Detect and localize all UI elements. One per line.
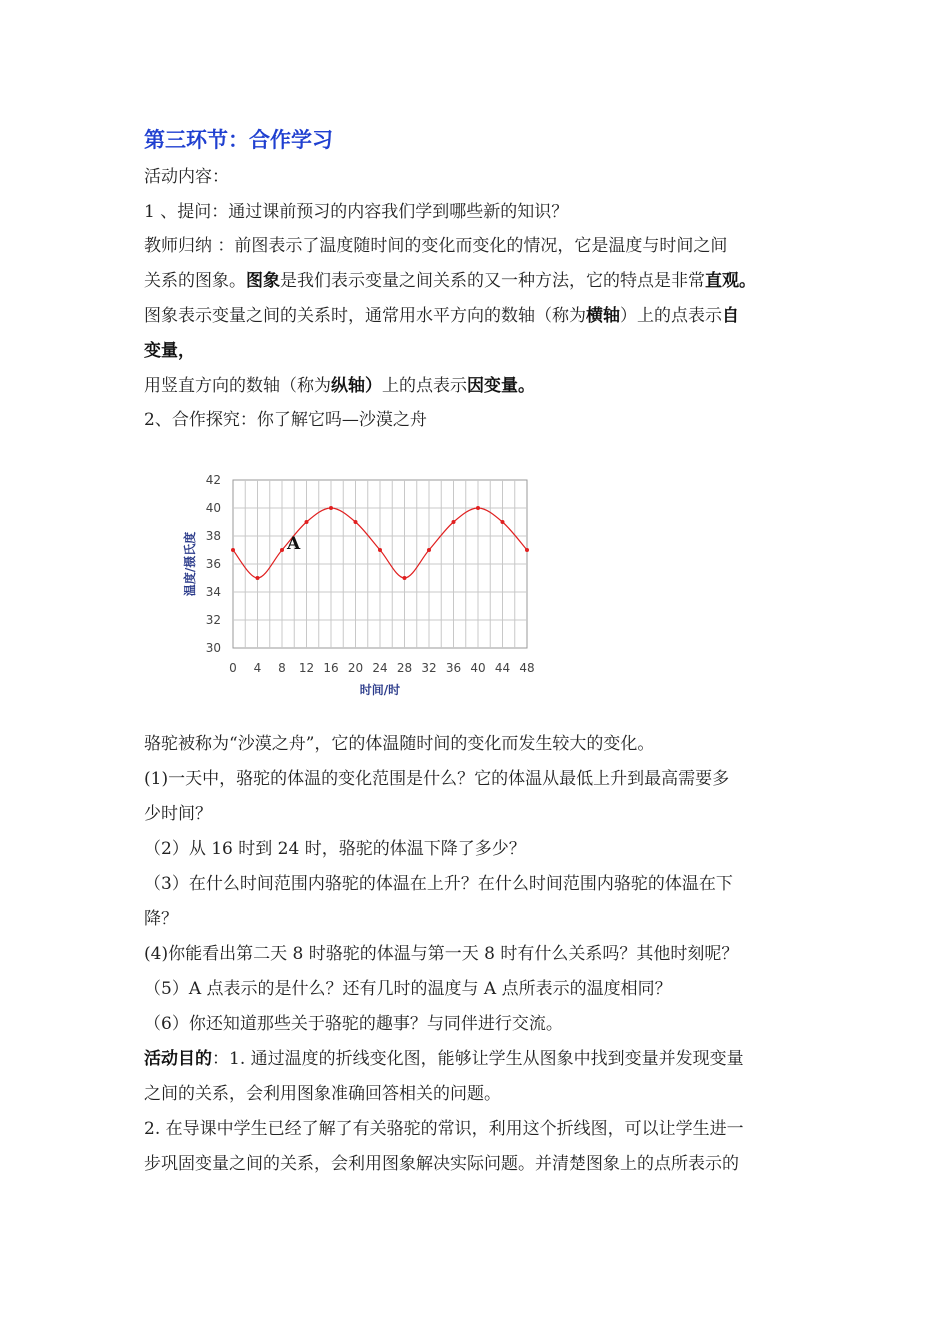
activity-purpose-line-3: 2. 在导课中学生已经了解了有关骆驼的常识，利用这个折线图，可以让学生进一 bbox=[144, 1119, 744, 1139]
y-tick-label: 34 bbox=[205, 585, 221, 599]
question-part-1-line-1: (1)一天中，骆驼的体温的变化范围是什么？它的体温从最低上升到最高需要多 bbox=[144, 769, 730, 789]
summary-bold-term: 纵轴） bbox=[331, 376, 382, 396]
data-point bbox=[476, 506, 480, 510]
x-tick-label: 32 bbox=[421, 661, 437, 675]
summary-text: 关系的图象。 bbox=[144, 271, 246, 291]
teacher-summary-line-2 bbox=[144, 270, 756, 292]
chart-grid bbox=[233, 480, 527, 648]
question-part-4: (4)你能看出第二天 8 时骆驼的体温与第一天 8 时有什么关系吗？其他时刻呢？ bbox=[144, 944, 739, 964]
x-tick-label: 4 bbox=[253, 661, 262, 675]
y-tick-label: 38 bbox=[205, 529, 221, 543]
x-tick-label: 40 bbox=[470, 661, 486, 675]
question-part-6: （6）你还知道那些关于骆驼的趣事？与同伴进行交流。 bbox=[144, 1014, 563, 1034]
x-tick-label: 20 bbox=[347, 661, 364, 675]
data-point bbox=[378, 548, 382, 552]
x-tick-label: 28 bbox=[396, 661, 413, 675]
x-tick-label: 0 bbox=[229, 661, 237, 675]
y-tick-label: 40 bbox=[205, 501, 221, 515]
data-point bbox=[256, 576, 260, 580]
x-tick-label: 8 bbox=[278, 661, 286, 675]
y-tick-label: 30 bbox=[205, 641, 221, 655]
x-tick-label: 16 bbox=[323, 661, 339, 675]
section-title: 第三环节：合作学习 bbox=[144, 128, 333, 152]
activity-purpose-line-2: 之间的关系，会利用图象准确回答相关的问题。 bbox=[144, 1084, 501, 1104]
activity-purpose-line-1 bbox=[144, 1048, 744, 1070]
y-tick-label: 42 bbox=[205, 473, 221, 487]
x-tick-label: 44 bbox=[494, 661, 511, 675]
x-tick-label: 36 bbox=[445, 661, 462, 675]
summary-bold-term: 图象 bbox=[246, 271, 280, 291]
data-point bbox=[329, 506, 333, 510]
summary-bold-term: 横轴 bbox=[586, 306, 620, 326]
question-part-5: （5）A 点表示的是什么？还有几时的温度与 A 点所表示的温度相同？ bbox=[144, 979, 672, 999]
x-tick-label: 12 bbox=[298, 661, 315, 675]
temperature-line-chart bbox=[170, 466, 550, 706]
data-point bbox=[525, 548, 529, 552]
teacher-summary-line-4 bbox=[144, 340, 195, 362]
y-tick-label: 32 bbox=[205, 613, 221, 627]
summary-bold-term: 直观。 bbox=[705, 271, 756, 291]
x-tick-label: 48 bbox=[519, 661, 535, 675]
summary-bold-term: 因变量。 bbox=[467, 376, 535, 396]
point-a-label: A bbox=[287, 534, 301, 554]
data-point bbox=[305, 520, 309, 524]
summary-text: 图象表示变量之间的关系时，通常用水平方向的数轴（称为 bbox=[144, 306, 586, 326]
y-axis-label: 温度/摄氏度 bbox=[183, 531, 197, 597]
teacher-summary-line-5 bbox=[144, 375, 535, 397]
question-part-3-line-2: 降？ bbox=[144, 909, 178, 929]
question-2: 2、合作探究：你了解它吗—沙漠之舟 bbox=[144, 410, 427, 430]
question-part-1-line-2: 少时间？ bbox=[144, 804, 212, 824]
summary-text: 用竖直方向的数轴（称为 bbox=[144, 376, 331, 396]
y-tick-labels bbox=[206, 473, 221, 655]
summary-bold-term: 变量， bbox=[144, 341, 195, 361]
data-point bbox=[403, 576, 407, 580]
question-1: 1 、提问：通过课前预习的内容我们学到哪些新的知识？ bbox=[144, 202, 569, 222]
activity-content-label: 活动内容： bbox=[144, 167, 229, 187]
data-point bbox=[354, 520, 358, 524]
summary-text: ）上的点表示 bbox=[620, 306, 722, 326]
data-point bbox=[231, 548, 235, 552]
activity-purpose-line-4: 步巩固变量之间的关系，会利用图象解决实际问题。并清楚图象上的点所表示的 bbox=[144, 1154, 739, 1174]
summary-text: 上的点表示 bbox=[382, 376, 467, 396]
data-point bbox=[452, 520, 456, 524]
camel-lead-text: 骆驼被称为“沙漠之舟”，它的体温随时间的变化而发生较大的变化。 bbox=[144, 734, 655, 754]
question-part-3-line-1: （3）在什么时间范围内骆驼的体温在上升？在什么时间范围内骆驼的体温在下 bbox=[144, 874, 733, 894]
summary-text: 是我们表示变量之间关系的又一种方法，它的特点是非常 bbox=[280, 271, 705, 291]
data-point bbox=[427, 548, 431, 552]
x-tick-label: 24 bbox=[372, 661, 388, 675]
summary-bold-term: 自 bbox=[722, 306, 739, 326]
purpose-text: ：1. 通过温度的折线变化图，能够让学生从图象中找到变量并发现变量 bbox=[212, 1049, 744, 1069]
data-point bbox=[501, 520, 505, 524]
x-axis-label: 时间/时 bbox=[359, 683, 401, 697]
data-point bbox=[280, 548, 284, 552]
y-tick-label: 36 bbox=[205, 557, 221, 571]
x-tick-labels bbox=[229, 661, 534, 675]
teacher-summary-line-3 bbox=[144, 305, 739, 327]
teacher-summary-line-1: 教师归纳 ：前图表示了温度随时间的变化而变化的情况，它是温度与时间之间 bbox=[144, 236, 728, 256]
activity-purpose-label: 活动目的 bbox=[144, 1049, 212, 1069]
question-part-2: （2）从 16 时到 24 时，骆驼的体温下降了多少？ bbox=[144, 839, 526, 859]
